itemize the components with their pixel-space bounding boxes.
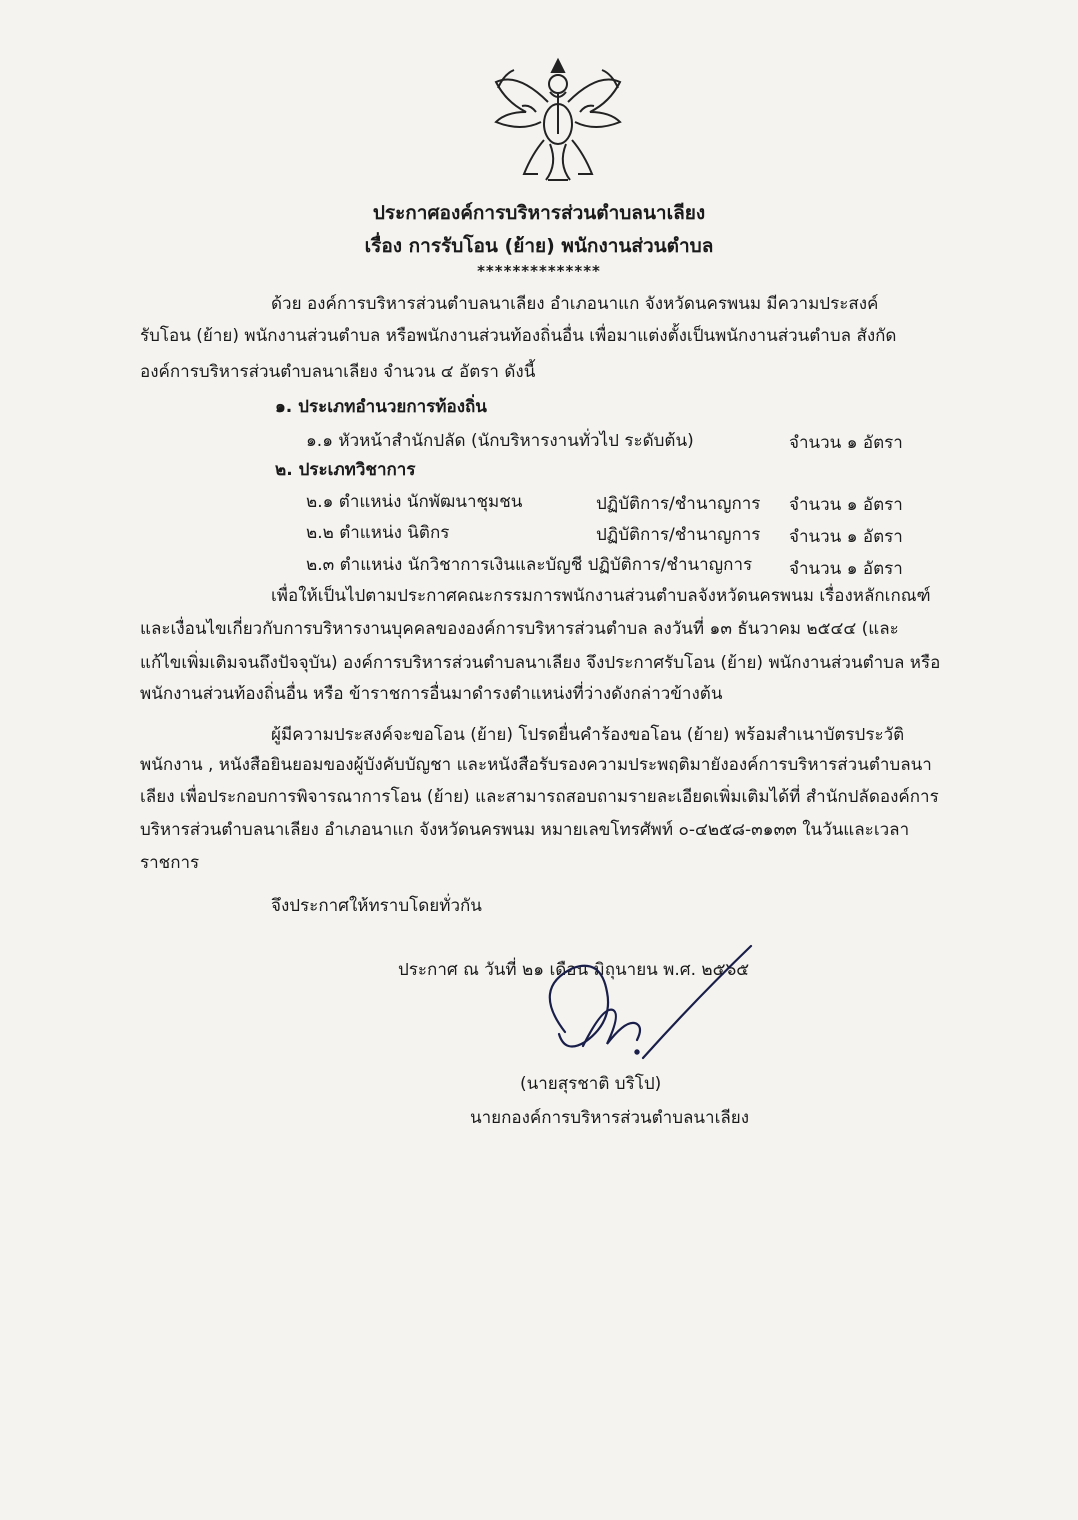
paragraph-line: และเงื่อนไขเกี่ยวกับการบริหารงานบุคคลขององค์การบริหารส่วนตำบล ลงวันที่ ๑๓ ธันวาคม ๒๕๔๔ (และ <box>140 619 899 639</box>
intro-line: รับโอน (ย้าย) พนักงานส่วนตำบล หรือพนักงานส่วนท้องถิ่นอื่น เพื่อมาแต่งตั้งเป็นพนักงานส่วนตำบล สังกัด <box>140 326 897 346</box>
paragraph-line: แก้ไขเพิ่มเติมจนถึงปัจจุบัน) องค์การบริหารส่วนตำบลนาเลียง จึงประกาศรับโอน (ย้าย) พนักงานส่วนตำบล หรือ <box>140 653 941 673</box>
position-count: จำนวน ๑ อัตรา <box>789 433 903 453</box>
category-heading: ๒. ประเภทวิชาการ <box>275 460 416 480</box>
position-label: ๒.๑ ตำแหน่ง นักพัฒนาชุมชน <box>306 492 523 512</box>
position-count: จำนวน ๑ อัตรา <box>789 527 903 547</box>
position-label: ๒.๒ ตำแหน่ง นิติกร <box>306 523 450 543</box>
paragraph-line: เพื่อให้เป็นไปตามประกาศคณะกรรมการพนักงานส่วนตำบลจังหวัดนครพนม เรื่องหลักเกณฑ์ <box>271 586 931 606</box>
paragraph-line: พนักงาน , หนังสือยินยอมของผู้บังคับบัญชา และหนังสือรับรองความประพฤติมายังองค์การบริหารส่วนตำบลนา <box>140 755 932 775</box>
position-label: ๑.๑ หัวหน้าสำนักปลัด (นักบริหารงานทั่วไป ระดับต้น) <box>306 431 694 451</box>
closing-line: จึงประกาศให้ทราบโดยทั่วกัน <box>271 896 482 916</box>
paragraph-line: เลียง เพื่อประกอบการพิจารณาการโอน (ย้าย) และสามารถสอบถามรายละเอียดเพิ่มเติมได้ที่ สำนักปลัดองค์การ <box>140 787 939 807</box>
paragraph-line: ราชการ <box>140 853 200 873</box>
position-label: ๒.๓ ตำแหน่ง นักวิชาการเงินและบัญชี ปฏิบัติการ/ชำนาญการ <box>306 555 753 575</box>
intro-line: ด้วย องค์การบริหารส่วนตำบลนาเลียง อำเภอนาแก จังหวัดนครพนม มีความประสงค์ <box>271 294 879 314</box>
date-line: ประกาศ ณ วันที่ ๒๑ เดือน มิถุนายน พ.ศ. ๒๕๖๕ <box>398 960 750 980</box>
position-level: ปฏิบัติการ/ชำนาญการ <box>596 525 761 545</box>
category-heading: ๑. ประเภทอำนวยการท้องถิ่น <box>275 397 487 417</box>
position-count: จำนวน ๑ อัตรา <box>789 559 903 579</box>
signer-title: นายกองค์การบริหารส่วนตำบลนาเลียง <box>470 1108 750 1128</box>
separator: ************** <box>477 262 601 280</box>
position-count: จำนวน ๑ อัตรา <box>789 495 903 515</box>
paragraph-line: ผู้มีความประสงค์จะขอโอน (ย้าย) โปรดยื่นคำร้องขอโอน (ย้าย) พร้อมสำเนาบัตรประวัติ <box>271 725 905 745</box>
garuda-emblem-icon <box>488 52 628 192</box>
paragraph-line: บริหารส่วนตำบลนาเลียง อำเภอนาแก จังหวัดนครพนม หมายเลขโทรศัพท์ ๐-๔๒๕๘-๓๑๓๓ ในวันและเวลา <box>140 820 910 840</box>
signer-name: (นายสุรชาติ บริโป) <box>520 1074 662 1094</box>
position-level: ปฏิบัติการ/ชำนาญการ <box>596 494 761 514</box>
announcement-subject: เรื่อง การรับโอน (ย้าย) พนักงานส่วนตำบล <box>364 235 714 257</box>
signature-icon <box>525 940 785 1080</box>
intro-line: องค์การบริหารส่วนตำบลนาเลียง จำนวน ๔ อัตรา ดังนี้ <box>140 362 536 382</box>
announcement-title: ประกาศองค์การบริหารส่วนตำบลนาเลียง <box>372 202 706 224</box>
paragraph-line: พนักงานส่วนท้องถิ่นอื่น หรือ ข้าราชการอื่นมาดำรงตำแหน่งที่ว่างดังกล่าวข้างต้น <box>140 684 723 704</box>
